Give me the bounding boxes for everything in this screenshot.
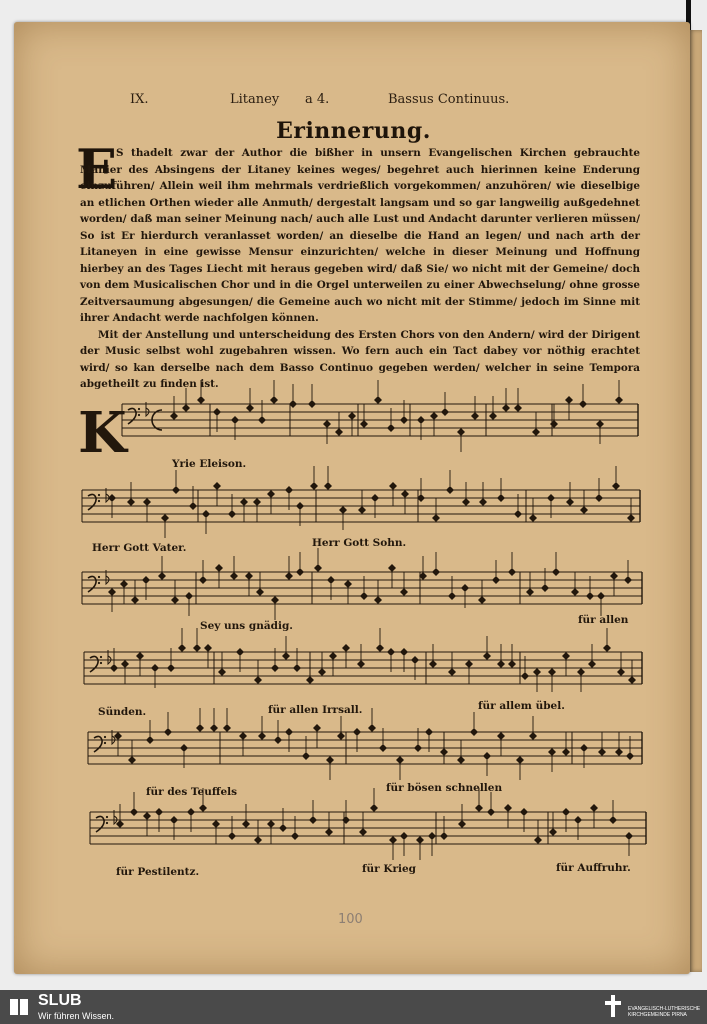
note-head [108, 588, 116, 596]
note-head [121, 660, 129, 668]
note-head [596, 420, 604, 428]
note-head [344, 580, 352, 588]
note-head [368, 724, 376, 732]
note-head [552, 568, 560, 576]
lyric-herr-gott-vater: Herr Gott Vater. [92, 542, 187, 554]
note-head [387, 648, 395, 656]
note-head [520, 808, 528, 816]
note-head [475, 804, 483, 812]
note-head [213, 408, 221, 416]
note-head [313, 724, 321, 732]
note-head [342, 644, 350, 652]
note-head [325, 828, 333, 836]
note-head [624, 576, 632, 584]
note-head [541, 584, 549, 592]
note-head [598, 748, 606, 756]
note-head [465, 660, 473, 668]
note-head [489, 412, 497, 420]
note-head [504, 804, 512, 812]
note-head [588, 660, 596, 668]
note-head [151, 664, 159, 672]
note-head [358, 506, 366, 514]
note-head [565, 396, 573, 404]
note-head [193, 644, 201, 652]
clef-dot [106, 816, 108, 818]
note-head [430, 412, 438, 420]
lyric-kyrie: Yrie Eleison. [172, 458, 247, 470]
note-head [267, 490, 275, 498]
ornamental-initial: K [78, 400, 127, 466]
note-head [270, 396, 278, 404]
note-head [502, 404, 510, 412]
note-head [627, 514, 635, 522]
note-head [242, 820, 250, 828]
note-head [167, 664, 175, 672]
note-head [550, 420, 558, 428]
note-head [425, 728, 433, 736]
note-head [612, 482, 620, 490]
note-head [178, 644, 186, 652]
note-head [374, 396, 382, 404]
note-head [462, 498, 470, 506]
clef-dot [100, 662, 102, 664]
note-head [170, 412, 178, 420]
note-head [309, 816, 317, 824]
note-head [492, 576, 500, 584]
note-head [574, 816, 582, 824]
note-head [342, 816, 350, 824]
note-head [213, 482, 221, 490]
note-head [514, 404, 522, 412]
note-head [285, 572, 293, 580]
note-head [210, 724, 218, 732]
church-cross-icon [602, 993, 624, 1019]
clef-dot [98, 500, 100, 502]
note-head [548, 668, 556, 676]
note-head [239, 732, 247, 740]
note-head [185, 592, 193, 600]
lyric-fuer-allem-uebel: für allem übel. [478, 700, 565, 712]
note-head [314, 564, 322, 572]
note-head [597, 592, 605, 600]
library-logo-text[interactable]: SLUB [38, 992, 82, 1009]
page-number: IX. [130, 92, 149, 107]
note-head [120, 580, 128, 588]
clef-dot [104, 742, 106, 744]
note-head [253, 498, 261, 506]
note-head [171, 596, 179, 604]
clef-dot [138, 414, 140, 416]
note-head [448, 668, 456, 676]
clef-dot [138, 408, 140, 410]
note-head [291, 832, 299, 840]
note-head [337, 732, 345, 740]
preface-paragraph-2: Mit der Anstellung und unterscheidung des Ersten Chors von den Andern/ wird der Dirigent der Music selbst wohl zugebahren wissen. Wo fern auch ein Tact dabey vor nöthig erachtet wird/ so kan derselbe nach dem Basso Continuo gegeben werden/ welcher in seine Tempora abgetheilt zu finden ist. [80, 328, 640, 390]
note-head [271, 664, 279, 672]
clef-dot [100, 656, 102, 658]
note-head [617, 668, 625, 676]
church-name: EVANGELISCH-LUTHERISCHE KIRCHGEMEINDE PIRNA [628, 1006, 701, 1018]
bass-clef [88, 494, 96, 510]
note-head [323, 420, 331, 428]
note-head [497, 494, 505, 502]
note-head [318, 668, 326, 676]
note-head [508, 660, 516, 668]
note-head [579, 400, 587, 408]
note-head [324, 482, 332, 490]
note-head [400, 416, 408, 424]
note-head [267, 820, 275, 828]
note-head [529, 514, 537, 522]
note-head [615, 748, 623, 756]
note-head [196, 724, 204, 732]
note-head [387, 424, 395, 432]
note-head [487, 808, 495, 816]
note-head [143, 812, 151, 820]
note-head [172, 486, 180, 494]
note-head [609, 816, 617, 824]
note-head [189, 502, 197, 510]
note-head [228, 832, 236, 840]
note-head [199, 576, 207, 584]
note-head [396, 756, 404, 764]
clef-dot [98, 582, 100, 584]
note-head [514, 510, 522, 518]
note-head [130, 808, 138, 816]
note-head [348, 412, 356, 420]
note-head [236, 648, 244, 656]
note-head [457, 756, 465, 764]
bass-clef [128, 408, 136, 424]
note-head [548, 748, 556, 756]
note-head [417, 416, 425, 424]
note-head [615, 396, 623, 404]
note-head [590, 804, 598, 812]
note-head [628, 676, 636, 684]
work-title: Litaney [230, 92, 280, 107]
note-head [127, 498, 135, 506]
note-head [231, 416, 239, 424]
lyric-fuer-auffruhr: für Auffruhr. [556, 862, 631, 874]
note-head [240, 498, 248, 506]
note-head [374, 596, 382, 604]
note-head [187, 808, 195, 816]
note-head [370, 804, 378, 812]
note-head [327, 576, 335, 584]
note-head [389, 482, 397, 490]
note-head [401, 490, 409, 498]
note-head [400, 832, 408, 840]
note-head [326, 756, 334, 764]
note-head [440, 748, 448, 756]
note-head [218, 668, 226, 676]
note-head [521, 672, 529, 680]
note-head [353, 728, 361, 736]
note-head [497, 732, 505, 740]
note-head [128, 756, 136, 764]
note-head [428, 832, 436, 840]
note-head [204, 644, 212, 652]
preface-paragraph-1: S thadelt zwar der Author die bißher in unsern Evangelischen Kirchen gebrauchte Manier des Absingens der Litaney keines weges/ begehret auch hierinnen keine Enderung einzuführen/ Allein weil ihm mehrmals verdrießlich vorgekommen/ anzuhören/ wie dieselbige an etlichen Orthen wieder alle Anmuth/ dergestalt langsam und so gar langweilig außgedehnet worden/ daß man seiner Meinung nach/ auch alle Lust und Andacht darunter verlieren müssen/ So ist Er hierdurch veranlasset worden/ an dieselbe die Hand an legen/ und nach arth der Litaneyen in eine gewisse Mensur einzurichten/ welche in dieser Meinung und Hoffnung hierbey an des Tages Liecht mit heraus gegeben wird/ daß Sie/ wo nicht mit der Gemeine/ doch von dem Musicalischen Chor und in die Orgel unterweilen zu einer Abwechselung/ ohne grosse Zeitversaumung abgesungen/ die Gemeine auch wo nicht mit der Stimme/ jedoch im Sinne mit ihrer Andacht werde nachfolgen können. [80, 147, 640, 324]
note-head [110, 664, 118, 672]
note-head [339, 506, 347, 514]
note-head [371, 494, 379, 502]
note-head [136, 652, 144, 660]
note-head [400, 648, 408, 656]
note-head [461, 584, 469, 592]
part-name: Bassus Continuus. [388, 92, 510, 107]
note-head [310, 482, 318, 490]
drop-cap: E [76, 137, 118, 201]
note-head [258, 416, 266, 424]
note-head [199, 804, 207, 812]
note-head [497, 660, 505, 668]
note-head [432, 568, 440, 576]
voice-count: a 4. [305, 92, 330, 107]
note-head [245, 572, 253, 580]
note-head [146, 736, 154, 744]
note-head [478, 596, 486, 604]
note-head [254, 676, 262, 684]
library-tagline: Wir führen Wissen. [38, 1011, 115, 1021]
lyric-fuer-boesen-schnellen: für bösen schnellen [386, 782, 503, 794]
note-head [329, 652, 337, 660]
note-head [296, 502, 304, 510]
note-head [458, 820, 466, 828]
note-head [197, 396, 205, 404]
clef-dot [98, 494, 100, 496]
note-head [440, 832, 448, 840]
note-head [562, 748, 570, 756]
note-head [335, 428, 343, 436]
note-head [586, 592, 594, 600]
note-head [400, 588, 408, 596]
note-head [457, 428, 465, 436]
note-head [142, 576, 150, 584]
bass-clef [94, 736, 102, 752]
note-head [625, 832, 633, 840]
note-head [360, 592, 368, 600]
note-head [471, 412, 479, 420]
note-head [470, 728, 478, 736]
note-head [182, 404, 190, 412]
note-head [533, 668, 541, 676]
note-head [526, 588, 534, 596]
note-head [306, 676, 314, 684]
note-head [271, 596, 279, 604]
note-head [155, 808, 163, 816]
note-head [302, 752, 310, 760]
note-head [571, 588, 579, 596]
lyric-fuer-pestilentz: für Pestilentz. [116, 866, 200, 878]
note-head [258, 732, 266, 740]
note-head [441, 408, 449, 416]
note-head [293, 664, 301, 672]
clef-dot [106, 822, 108, 824]
note-head [566, 498, 574, 506]
note-head [534, 836, 542, 844]
note-head [580, 506, 588, 514]
note-head [376, 644, 384, 652]
note-head [279, 824, 287, 832]
note-head [180, 744, 188, 752]
note-head [143, 498, 151, 506]
note-head [483, 752, 491, 760]
note-head [508, 568, 516, 576]
bass-clef [96, 816, 104, 832]
note-head [547, 494, 555, 502]
lyric-fuer-krieg: für Krieg [362, 863, 417, 875]
note-head [432, 514, 440, 522]
note-head [285, 728, 293, 736]
note-head [580, 744, 588, 752]
bass-clef [90, 656, 98, 672]
note-head [202, 510, 210, 518]
note-head [389, 836, 397, 844]
note-head [626, 752, 634, 760]
note-head [116, 820, 124, 828]
clef-dot [104, 736, 106, 738]
note-head [448, 592, 456, 600]
note-head [549, 828, 557, 836]
note-head [562, 652, 570, 660]
note-head [282, 652, 290, 660]
note-head [483, 652, 491, 660]
note-head [357, 660, 365, 668]
note-head [610, 572, 618, 580]
note-head [379, 744, 387, 752]
lyric-fuer-allen: für allen [578, 614, 629, 626]
note-head [577, 668, 585, 676]
note-head [131, 596, 139, 604]
note-head [446, 486, 454, 494]
note-head [603, 644, 611, 652]
book-icon[interactable] [8, 996, 30, 1018]
note-head [246, 404, 254, 412]
note-head [414, 744, 422, 752]
note-head [532, 428, 540, 436]
note-head [388, 564, 396, 572]
note-head [516, 756, 524, 764]
note-head [158, 572, 166, 580]
note-head [170, 816, 178, 824]
note-head [479, 498, 487, 506]
note-head [256, 588, 264, 596]
section-title: Erinnerung. [276, 118, 431, 144]
note-head [411, 656, 419, 664]
note-head [164, 728, 172, 736]
note-head [529, 732, 537, 740]
note-head [108, 494, 116, 502]
note-head [308, 400, 316, 408]
lyric-fuer-allen-irrsall: für allen Irrsall. [268, 704, 363, 716]
note-head [223, 724, 231, 732]
note-head [228, 510, 236, 518]
note-head [562, 808, 570, 816]
note-head [215, 564, 223, 572]
pencil-folio-mark: 100 [338, 912, 363, 927]
note-head [416, 836, 424, 844]
note-head [230, 572, 238, 580]
lyric-suenden: Sünden. [98, 706, 147, 718]
note-head [254, 836, 262, 844]
note-head [360, 420, 368, 428]
note-head [359, 828, 367, 836]
bass-clef [88, 576, 96, 592]
lyric-fuer-des-teuffels: für des Teuffels [146, 786, 238, 798]
note-head [296, 568, 304, 576]
note-head [161, 514, 169, 522]
lyric-herr-gott-sohn: Herr Gott Sohn. [312, 537, 407, 549]
note-head [595, 494, 603, 502]
note-head [212, 820, 220, 828]
note-head [285, 486, 293, 494]
note-head [429, 660, 437, 668]
note-head [274, 736, 282, 744]
lyric-sey-uns-gnaedig: Sey uns gnädig. [200, 620, 293, 632]
clef-dot [98, 576, 100, 578]
